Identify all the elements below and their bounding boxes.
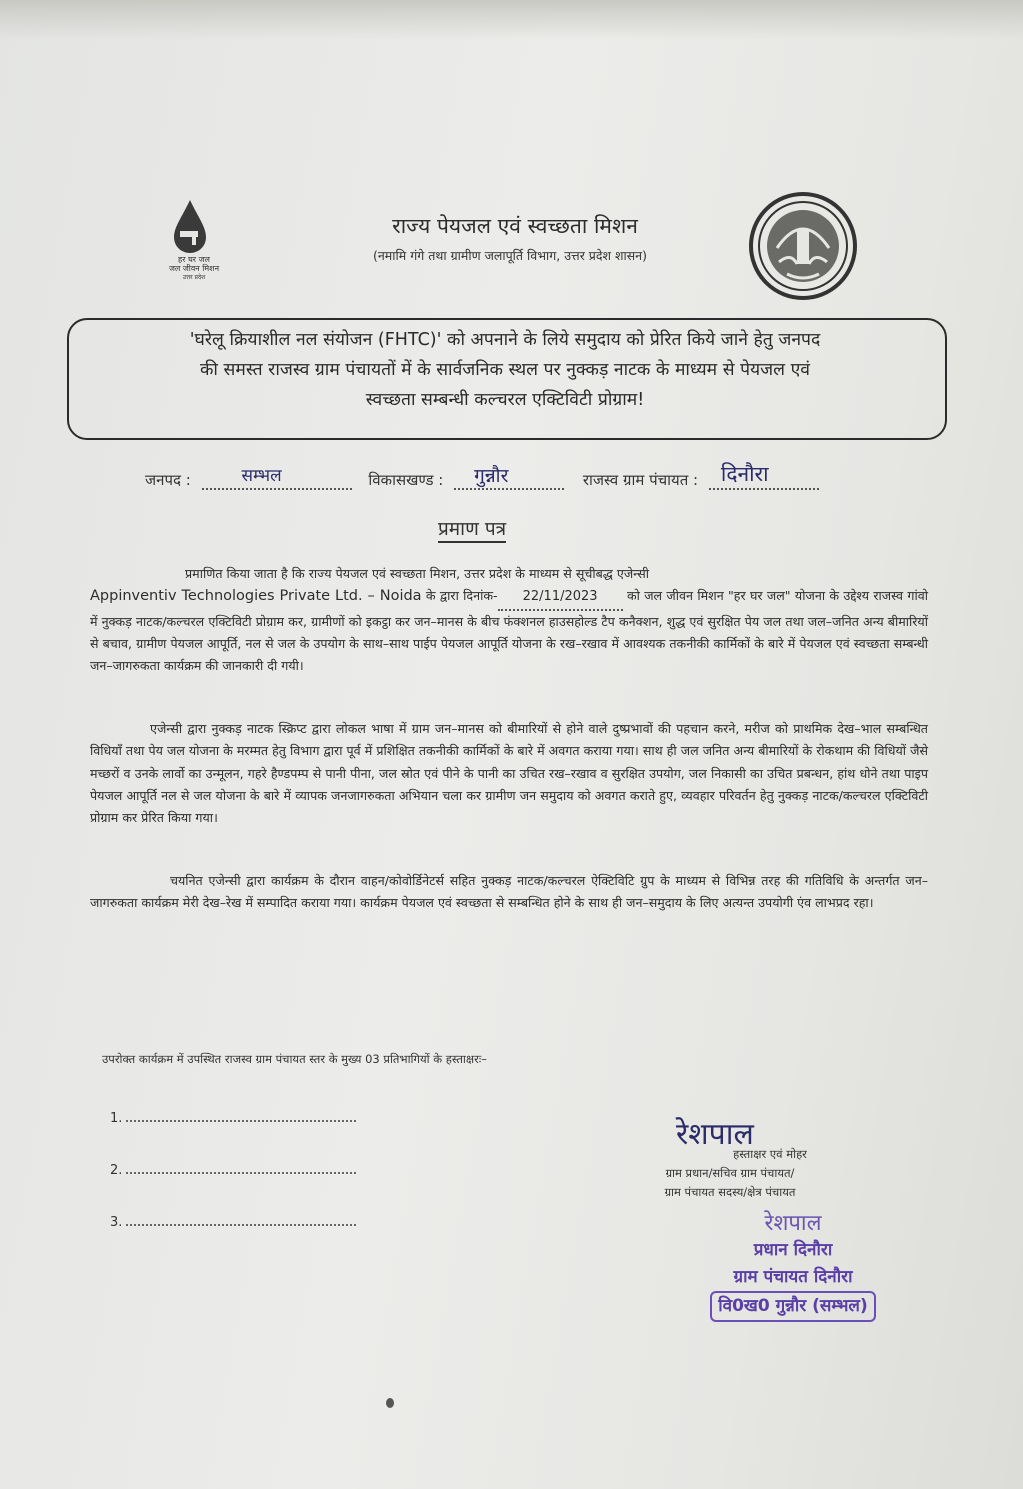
stamp-line-1: रेशपाल [764, 1211, 822, 1236]
header-title: राज्य पेयजल एवं स्वच्छता मिशन [392, 214, 638, 238]
signature-block [600, 1145, 860, 1202]
block-label: विकासखण्ड : [368, 471, 444, 489]
date-value: 22/11/2023 [498, 586, 623, 610]
signature-number-2: 2. [110, 1163, 123, 1178]
signature-line-3 [110, 1212, 356, 1230]
sign-label-1: हस्ताक्षर एवं मोहर [733, 1147, 807, 1161]
para2-text: एजेन्सी द्वारा नुक्कड़ नाटक स्क्रिप्ट द्वारा लोकल भाषा में ग्राम जन–मानस को बीमारियों से होने वाले दुष्प्रभावों की पहचान करने, मरीज को प्राथमिक देख–भाल सम्बन्धित विधियाँ तथा पेय जल योजना के मरम्मत हेतु विभाग द्वारा पूर्व में प्रशिक्षित तकनीकी कार्मिकों के बारे में अवगत कराया गया। साथ ही जल जनित अन्य बीमारियों के रोकथाम की विधियों जैसे मच्छरों व उनके लार्वो का उन्मूलन, गहरे हैण्डपम्प से पानी पीना, जल स्रोत एवं पीने के पानी का उचित रख–रखाव व सुरक्षित उपयोग, जल निकासी का उचित प्रबन्धन, हांथ धोने तथा पाइप पेयजल आपूर्ति नल से जल योजना के बारे में व्यापक जनजागरुकता अभियान चला कर ग्रामीण जन समुदाय को अवगत कराते हुए, व्यवहार परिवर्तन हेतु नुक्कड़ नाटक/कल्चरल एक्टिविटी प्रोग्राम कर प्रेरित किया गया। [90, 721, 928, 826]
date-prefix: के द्वारा दिनांक- [425, 588, 498, 604]
participants-intro: उपरोक्त कार्यक्रम में उपस्थित राजस्व ग्राम पंचायत स्तर के मुख्य 03 प्रतिभागियों के हस्ताक्षरः– [102, 1052, 487, 1066]
panchayat-field [709, 462, 819, 490]
paragraph-1 [90, 563, 928, 677]
agency-name: Appinventiv Technologies Private Ltd. – Noida [90, 588, 422, 605]
box-line-2: की समस्त राजस्व ग्राम पंचायतों में के सार्वजनिक स्थल पर नुक्कड़ नाटक के माध्यम से पेयजल एवं [199, 360, 810, 380]
paragraph-3 [90, 870, 928, 915]
block-field [454, 465, 564, 490]
emblem-seal-icon [747, 190, 859, 302]
sign-label-3: ग्राम पंचायत सदस्य/क्षेत्र पंचायत [664, 1185, 796, 1199]
para1-rest: जल" योजना के उद्देश्य राजस्व गांवो में नुक्कड़ नाटक/कल्चरल एक्टिविटी प्रोग्राम कर, ग्रामीणों को इकट्ठा कर जन–मानस के बीच फंक्शनल हाउसहोल्ड टैप कनैक्शन, शुद्ध एवं सुरक्षित पेय जल तथा जल–जनित अन्य बीमारियों से बचाव, ग्रामीण पेयजल आपूर्ति, नल से जल के उपयोग के साथ–साथ पाईप पेयजल आपूर्ति योजना के रख–रखाव में आवश्यक तकनीकी कार्मिकों के बारे में पेयजल एवं स्वच्छता सम्बन्धी जन–जागरुकता कार्यक्रम की जानकारी दी गयी। [90, 588, 929, 674]
stamp-line-4: वि0ख0 गुन्नौर (सम्भल) [710, 1291, 875, 1322]
signature-number-3: 3. [110, 1215, 123, 1230]
header-subtitle: (नमामि गंगे तथा ग्रामीण जलापूर्ति विभाग, उत्तर प्रदेश शासन) [372, 248, 647, 263]
logo-text-1: हर घर जल [178, 255, 210, 264]
box-line-3: स्वच्छता सम्बन्धी कल्चरल एक्टिविटी प्रोग्राम! [365, 390, 645, 410]
paragraph-2 [90, 718, 928, 829]
ink-mark [386, 1398, 394, 1408]
box-line-1: 'घरेलू क्रियाशील नल संयोजन (FHTC)' को अपनाने के लिये समुदाय को प्रेरित किये जाने हेतु जनपद [189, 330, 821, 350]
stamp-line-3: ग्राम पंचायत दिनौरा [733, 1267, 853, 1287]
para3-text: चयनित एजेन्सी द्वारा कार्यक्रम के दौरान वाहन/कोवोर्डिनेटर्स सहित नुक्कड़ नाटक/कल्चरल ऐक्टिविटि ग्रुप के माध्यम से विभिन्न तरह की गतिविधि के अन्तर्गत जन–जागरुकता कार्यक्रम मेरी देख–रेख में सम्पादित कराया गया। कार्यक्रम पेयजल एवं स्वच्छता से सम्बन्धित होने के साथ ही जन–समुदाय के लिए अत्यन्त उपयोगी एंव लाभप्रद रहा। [90, 873, 928, 911]
handwritten-signature: रेशपाल [676, 1117, 754, 1152]
district-field [202, 466, 352, 490]
signature-line-2 [110, 1160, 356, 1178]
signature-number-1: 1. [110, 1111, 123, 1126]
certificate-title: प्रमाण पत्र [438, 515, 506, 543]
stamp-line-2: प्रधान दिनौरा [753, 1240, 833, 1260]
district-label: जनपद : [145, 471, 191, 489]
sign-label-2: ग्राम प्रधान/सचिव ग्राम पंचायत/ [665, 1166, 795, 1180]
panchayat-value: दिनौरा [720, 462, 769, 486]
district-value: सम्भल [241, 466, 282, 486]
para1-line2-rest: को जल जीवन मिशन "हर घर [626, 588, 763, 604]
title-box-text [85, 325, 925, 415]
top-shadow [0, 0, 1023, 40]
logo-text-3: उत्तर प्रदेश [182, 274, 206, 281]
uttar-pradesh-emblem [747, 190, 859, 302]
para1-line1: प्रमाणित किया जाता है कि राज्य पेयजल एवं स्वच्छता मिशन, उत्तर प्रदेश के माध्यम से सूचीबद्ध एजेन्सी [185, 566, 649, 581]
block-value: गुन्नौर [474, 465, 509, 487]
panchayat-label: राजस्व ग्राम पंचायत : [582, 471, 699, 489]
water-drop-tap-logo [162, 195, 242, 295]
location-fields [145, 462, 925, 490]
panchayat-stamp [678, 1210, 908, 1322]
signature-line-1 [110, 1108, 356, 1126]
logo-text-2: जल जीवन मिशन [168, 264, 220, 273]
